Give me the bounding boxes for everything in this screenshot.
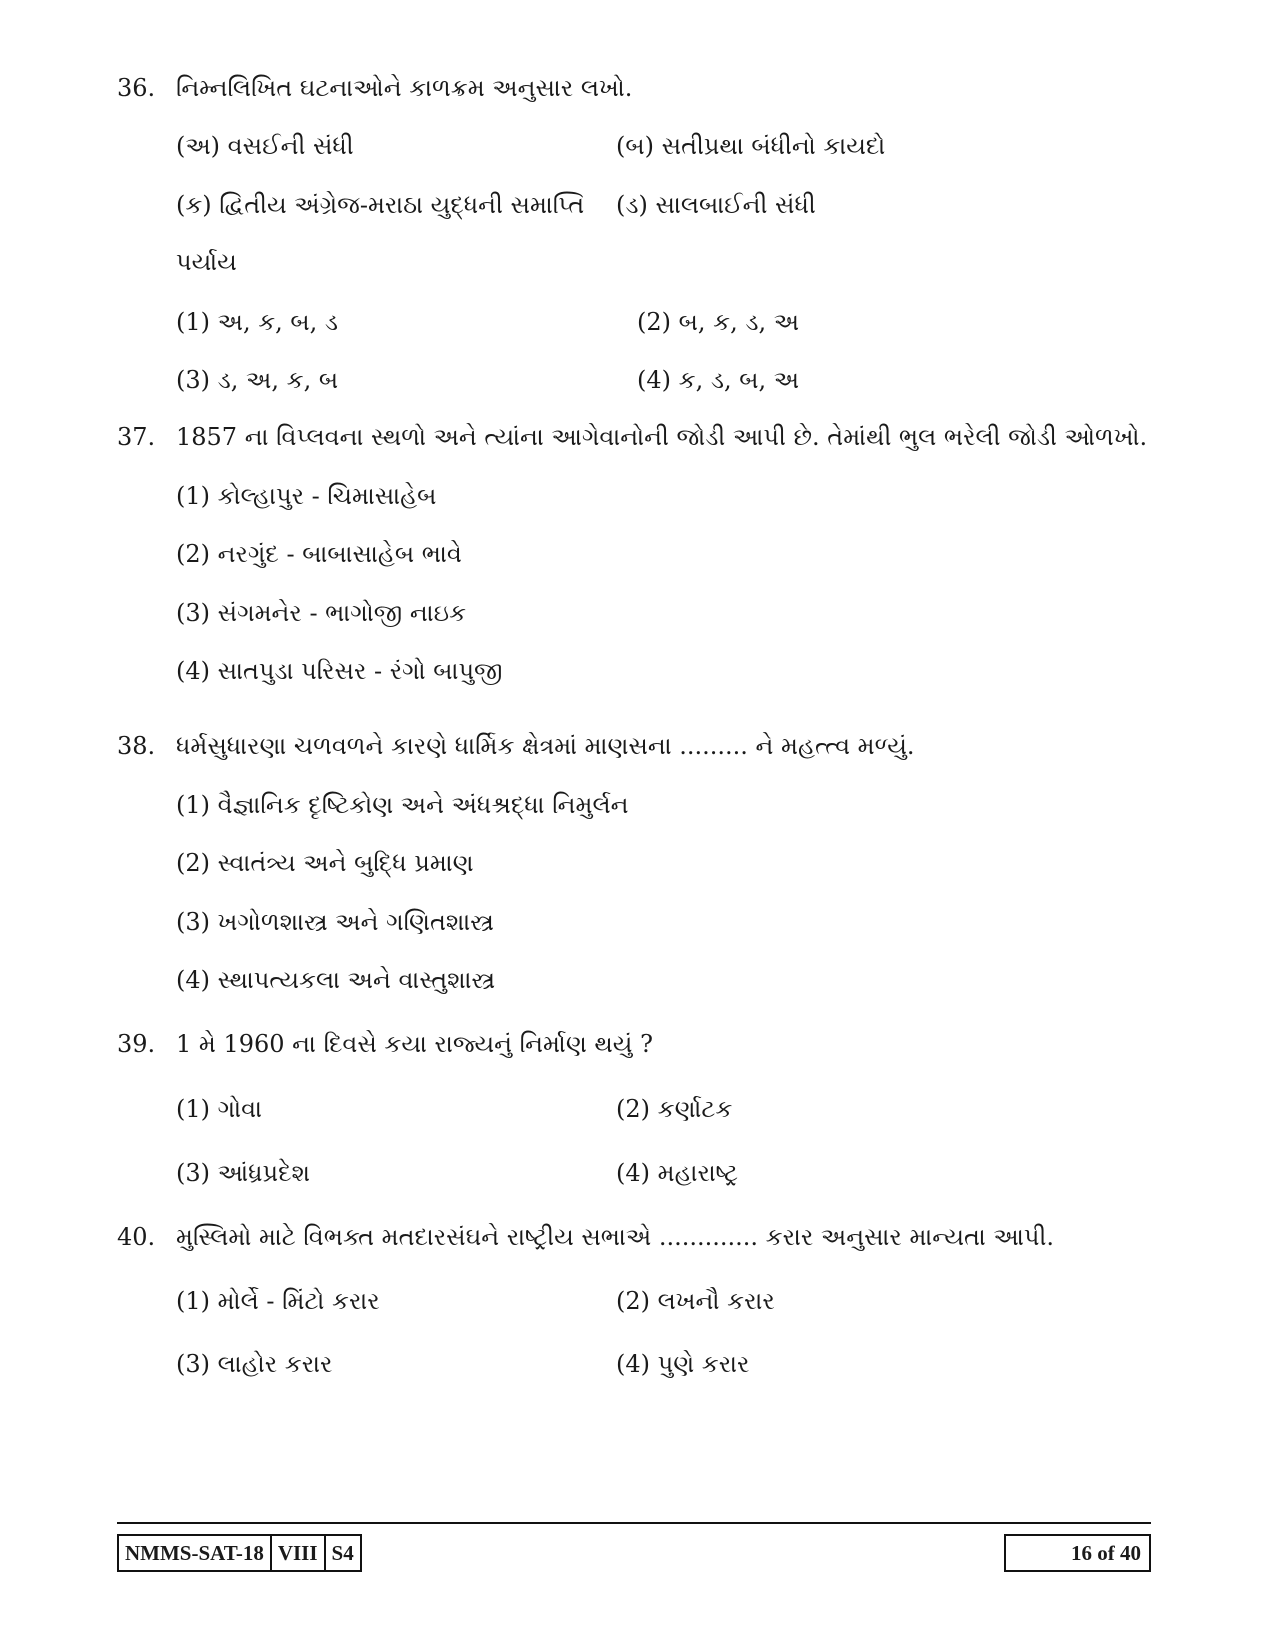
exam-class: VIII [270,1536,324,1570]
event-item: (ડ) સાલબાઈની સંધી [616,191,816,219]
answer-option: (1) ગોવા [176,1095,262,1123]
answer-option: (1) કોલ્હાપુર - ચિમાસાહેબ [176,482,437,510]
answer-option: (2) લખનૌ કરાર [616,1287,775,1315]
event-item: (બ) સતીપ્રથા બંધીનો કાયદો [616,132,886,160]
answer-option: (3) સંગમનેર - ભાગોજી નાઇક [176,599,467,627]
footer-page-box [1004,1534,1151,1572]
event-item: (અ) વસઈની સંધી [176,132,354,160]
question-text: નિમ્નલિખિત ઘટનાઓને કાળક્રમ અનુસાર લખો. [176,74,633,102]
answer-option: (3) આંધ્રપ્રદેશ [176,1159,311,1187]
answer-option: (1) અ, ક, બ, ડ [176,308,339,336]
answer-option: (2) સ્વાતંત્ર્ય અને બુદ્ધિ પ્રમાણ [176,849,474,877]
page-number: 16 of 40 [1071,1540,1141,1565]
question-number: 36. [117,74,156,102]
answer-option: (1) મોર્લે - મિંટો કરાર [176,1287,380,1315]
answer-option: (3) ખગોળશાસ્ત્ર અને ગણિતશાસ્ત્ર [176,908,494,936]
answer-option: (2) કર્ણાટક [616,1095,733,1123]
answer-option: (2) નરગુંદ - બાબાસાહેબ ભાવે [176,540,462,568]
answer-option: (1) વૈજ્ઞાનિક દૃષ્ટિકોણ અને અંધશ્રદ્ધા નિમુર્લન [176,791,629,819]
answer-option: (4) પુણે કરાર [616,1350,750,1378]
question-text: 1 મે 1960 ના દિવસે કયા રાજ્યનું નિર્માણ થયું ? [176,1030,653,1058]
question-number: 39. [117,1030,156,1058]
answer-option: (4) ક, ડ, બ, અ [637,366,800,394]
question-number: 37. [117,423,156,451]
question-number: 38. [117,732,156,760]
answer-option: (3) ડ, અ, ક, બ [176,366,339,394]
footer-rule [117,1522,1151,1524]
question-text: ધર્મસુધારણા ચળવળને કારણે ધાર્મિક ક્ષેત્રમાં માણસના ......... ને મહત્ત્વ મળ્યું. [176,732,915,760]
event-item: (ક) દ્વિતીય અંગ્રેજ-મરાઠા યુદ્ધની સમાપ્તિ [176,191,585,219]
footer-exam-info [117,1534,362,1572]
options-label: પર્યાય [176,248,237,276]
question-text: મુસ્લિમો માટે વિભક્ત મતદારસંઘને રાષ્ટ્રીય સભાએ ............. કરાર અનુસાર માન્યતા આપી. [176,1223,1054,1251]
question-text: 1857 ના વિપ્લવના સ્થળો અને ત્યાંના આગેવાનોની જોડી આપી છે. તેમાંથી ભુલ ભરેલી જોડી ઓળખો. [176,423,1148,451]
answer-option: (4) સ્થાપત્યકલા અને વાસ્તુશાસ્ત્ર [176,966,496,994]
answer-option: (2) બ, ક, ડ, અ [637,308,800,336]
exam-code: NMMS-SAT-18 [125,1540,264,1565]
answer-option: (3) લાહોર કરાર [176,1350,333,1378]
answer-option: (4) મહારાષ્ટ્ર [616,1159,738,1187]
answer-option: (4) સાતપુડા પરિસર - રંગો બાપુજી [176,657,503,685]
question-number: 40. [117,1223,156,1251]
exam-set: S4 [324,1536,360,1570]
